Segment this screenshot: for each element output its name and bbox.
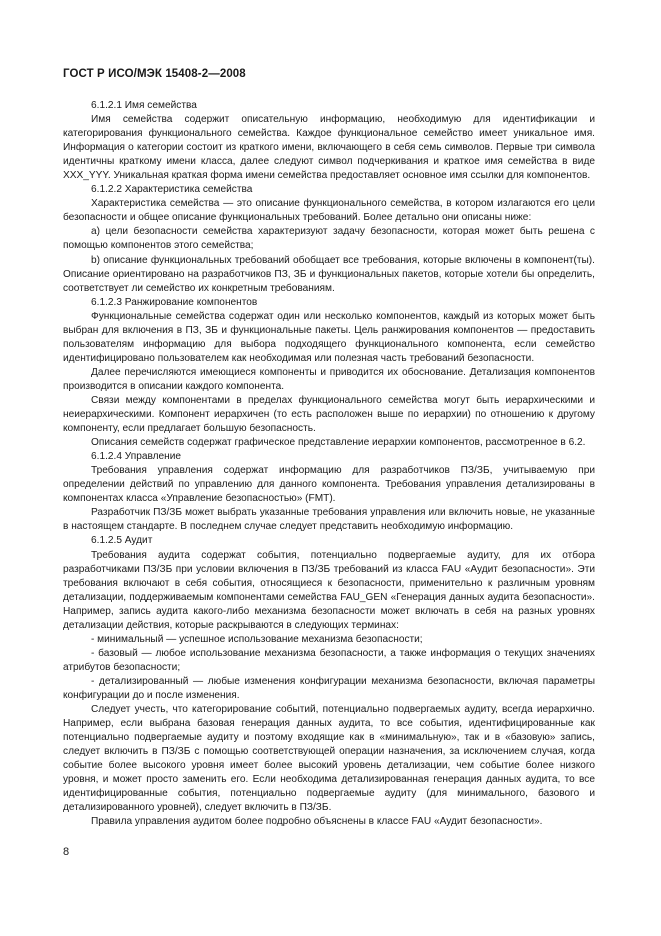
list-item: a) цели безопасности семейства характеризуют задачу безопасности, которая может быть решена с помощью компонентов этого семейства; (63, 226, 595, 252)
body-paragraph: Следует учесть, что категорирование событий, потенциально подвергаемых аудиту, всегда иерархично. Например, если выбрана базовая генерация данных аудита, то все события, идентифицированные как потенциально подвергаемые аудиту и поэтому входящие как в «минимальную», так и в «базовую» запись, следует включить в ПЗ/ЗБ с помощью соответствующей операции назначения, за исключением случая, когда событие более высокого уровня имеет более высокий уровень детализации, чем событие более низкого уровня, и может просто заменить его. Если необходима детализированная генерация данных аудита, то все идентифицированные события, потенциально подвергаемые аудиту (для минимального, базового и детализированного уровней), следует включить в ПЗ/ЗБ. (63, 704, 595, 814)
list-item: - базовый — любое использование механизма безопасности, а также информация о текущих значениях атрибутов безопасности; (63, 647, 595, 673)
list-item: - минимальный — успешное использование механизма безопасности; (91, 633, 423, 645)
body-paragraph: Требования аудита содержат события, потенциально подвергаемые аудиту, для их отбора разработчиками ПЗ/ЗБ при условии включения в ПЗ/ЗБ требований из класса FAU «Аудит безопасности». Эти требования включают в себя события, относящиеся к безопасности, применительно к различным уровням детализации, поддерживаемым компонентами семейства FAU_GEN «Генерация данных аудита безопасности». Например, запись аудита какого-либо механизма безопасности может включать в себя на разных уровнях детализации действия, которые раскрываются в следующих терминах: (63, 549, 595, 631)
section-heading: 6.1.2.3 Ранжирование компонентов (91, 296, 258, 308)
section-heading: 6.1.2.5 Аудит (91, 535, 153, 547)
body-paragraph: Правила управления аудитом более подробно объяснены в классе FAU «Аудит безопасности». (91, 816, 543, 828)
document-body (63, 99, 595, 829)
body-paragraph: Имя семейства содержит описательную информацию, необходимую для идентификации и категорирования функционального семейства. Каждое функциональное семейство имеет уникальное имя. Информация о категории состоит из краткого имени, включающего в себя семь символов. Первые три символа идентичны краткому имени класса, далее следуют символ подчеркивания и краткое имя семейства в виде XXX_YYY. Уникальная краткая форма имени семейства предоставляет основное имя ссылки для компонентов. (63, 114, 595, 182)
body-paragraph: Разработчик ПЗ/ЗБ может выбрать указанные требования управления или включить новые, не указанные в настоящем стандарте. В последнем случае следует представить необходимую информацию. (63, 507, 595, 533)
section-heading: 6.1.2.1 Имя семейства (91, 100, 197, 111)
list-item: - детализированный — любые изменения конфигурации механизма безопасности, включая параметры конфигурации до и после изменения. (63, 675, 595, 701)
body-paragraph: Характеристика семейства — это описание функционального семейства, в котором излагаются его цели безопасности и общее описание функциональных требований. Более детально они описаны ниже: (63, 198, 595, 224)
body-paragraph: Требования управления содержат информацию для разработчиков ПЗ/ЗБ, учитываемую при определении действий по управлению для данного компонента. Требования управления детализированы в компонентах класса «Управление безопасностью» (FMT). (63, 465, 595, 505)
body-paragraph: Описания семейств содержат графическое представление иерархии компонентов, рассмотренное в 6.2. (91, 437, 586, 449)
list-item: b) описание функциональных требований обобщает все требования, которые включены в компонент(ты). Описание ориентировано на разработчиков ПЗ, ЗБ и функциональных пакетов, которые хотели бы определить, соответствует ли семейство их конкретным требованиям. (63, 254, 595, 294)
page-number: 8 (63, 846, 70, 858)
body-paragraph: Функциональные семейства содержат один или несколько компонентов, каждый из которых может быть выбран для включения в ПЗ, ЗБ и функциональные пакеты. Цель ранжирования компонентов — предоставить пользователям информацию для выбора подходящего функционального компонента, если семейство идентифицировано пользователем как необходимая или полезная часть требований безопасности. (63, 310, 595, 364)
document-header: ГОСТ Р ИСО/МЭК 15408-2—2008 (63, 68, 246, 80)
section-heading: 6.1.2.4 Управление (91, 451, 182, 463)
section-heading: 6.1.2.2 Характеристика семейства (91, 184, 253, 196)
body-paragraph: Связи между компонентами в пределах функционального семейства могут быть иерархическими и неиерархическими. Компонент иерархичен (то есть расположен выше по иерархии) по отношению к другому компоненту, если предлагает большую безопасность. (63, 394, 595, 435)
body-paragraph: Далее перечисляются имеющиеся компоненты и приводится их обоснование. Детализация компонентов производится в описании каждого компонента. (63, 366, 595, 392)
